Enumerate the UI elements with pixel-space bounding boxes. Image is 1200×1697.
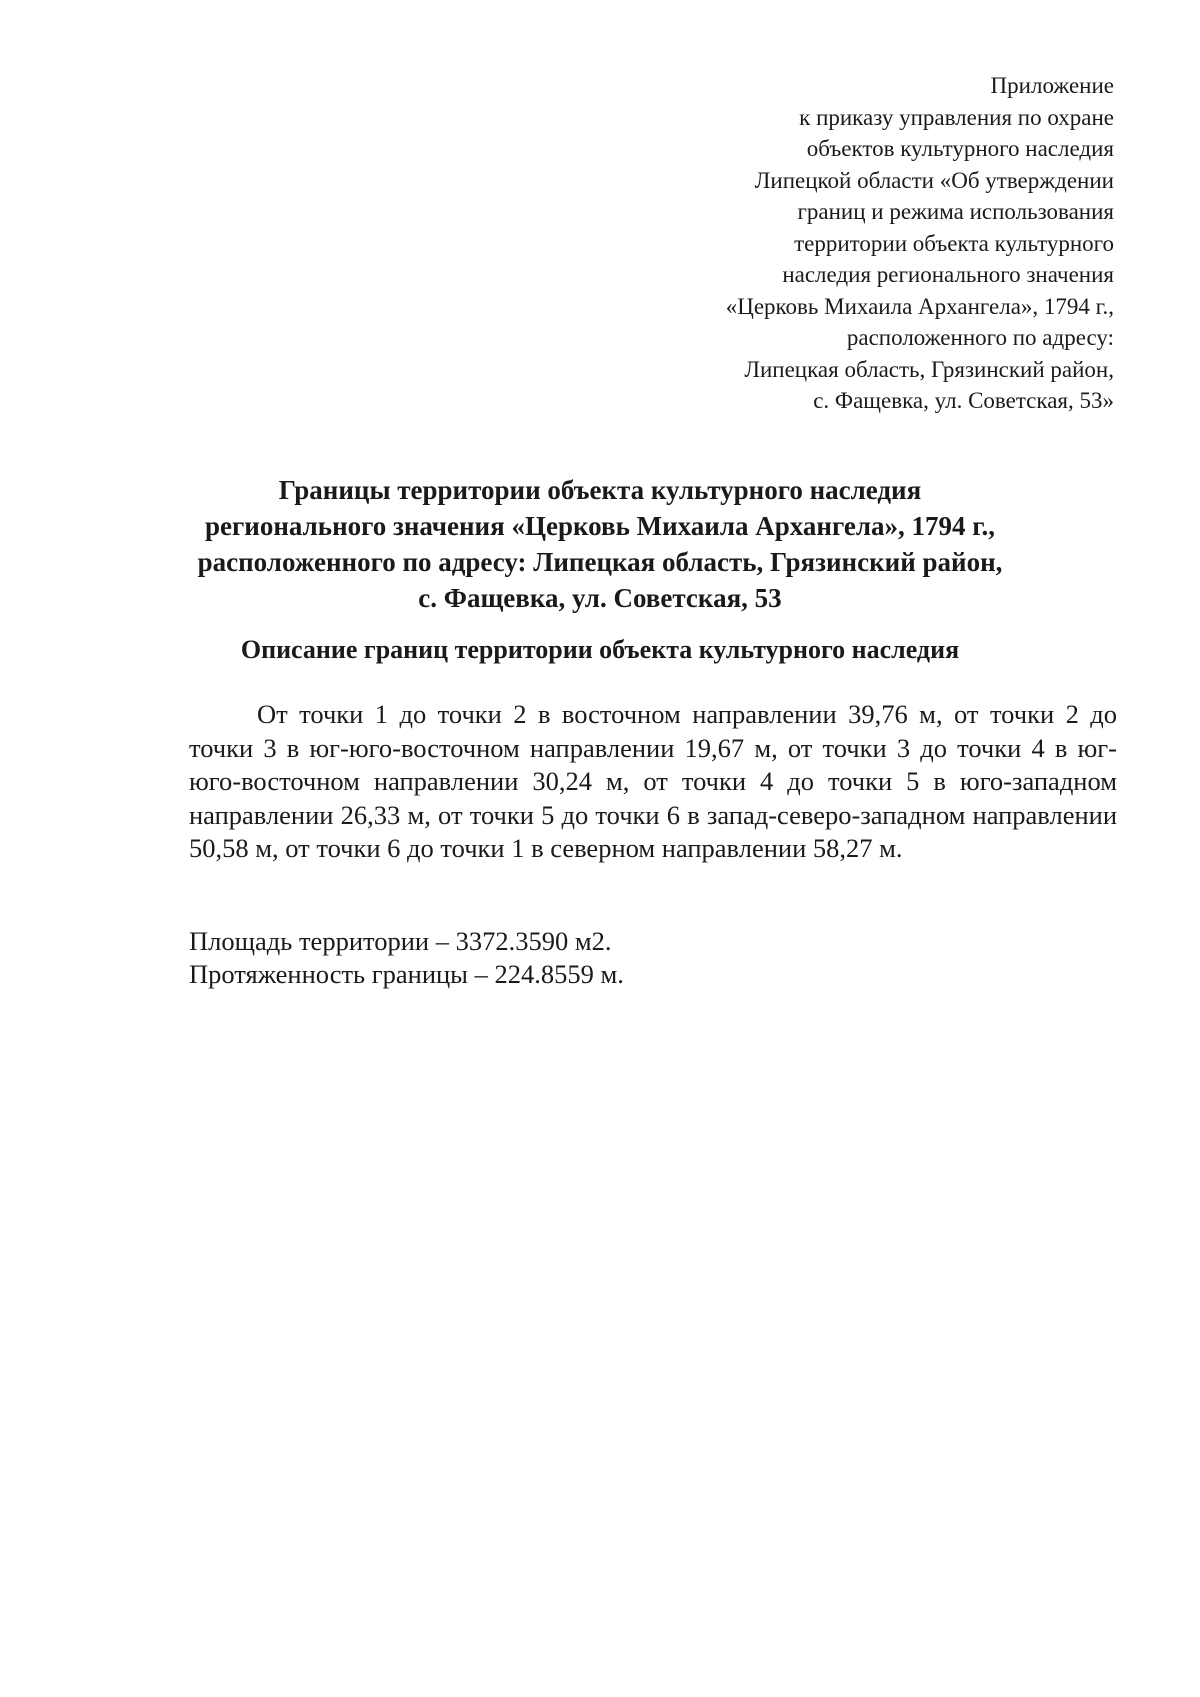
appendix-line: объектов культурного наследия [806,136,1114,161]
appendix-line: Приложение [990,73,1114,98]
title-line: регионального значения «Церковь Михаила Архангела», 1794 г., [205,511,995,541]
section-heading: Описание границ территории объекта культурного наследия [240,635,960,664]
area-value: Площадь территории – 3372.3590 м2. [189,926,612,956]
appendix-line: территории объекта культурного [794,230,1114,256]
appendix-line: наследия регионального значения [782,262,1114,287]
appendix-header [554,70,1114,417]
title-line: расположенного по адресу: Липецкая область, Грязинский район, [197,547,1003,577]
appendix-line: Липецкой области «Об утверждении [754,167,1114,193]
document-title [120,472,1080,616]
title-line: Границы территории объекта культурного наследия [278,475,922,505]
boundary-description: От точки 1 до точки 2 в восточном направлении 39,76 м, от точки 2 до точки 3 в юг-юго-восточном направлении 19,67 м, от точки 3 до точки 4 в юг-юго-восточном направлении 30,24 м, от точки 4 до точки 5 в юго-западном направлении 26,33 м, от точки 5 до точки 6 в запад-северо-западном направлении 50,58 м, от точки 6 до точки 1 в северном направлении 58,27 м. [189,699,1117,863]
title-line: с. Фащевка, ул. Советская, 53 [418,583,782,613]
perimeter-value: Протяженность границы – 224.8559 м. [189,959,624,989]
appendix-line: Липецкая область, Грязинский район, [744,356,1114,382]
appendix-line: «Церковь Михаила Архангела», 1794 г., [725,293,1114,319]
appendix-line: расположенного по адресу: [846,325,1114,350]
territory-stats [189,925,1089,991]
appendix-line: с. Фащевка, ул. Советская, 53» [813,388,1114,413]
appendix-line: границ и режима использования [797,199,1114,224]
appendix-line: к приказу управления по охране [799,104,1114,130]
